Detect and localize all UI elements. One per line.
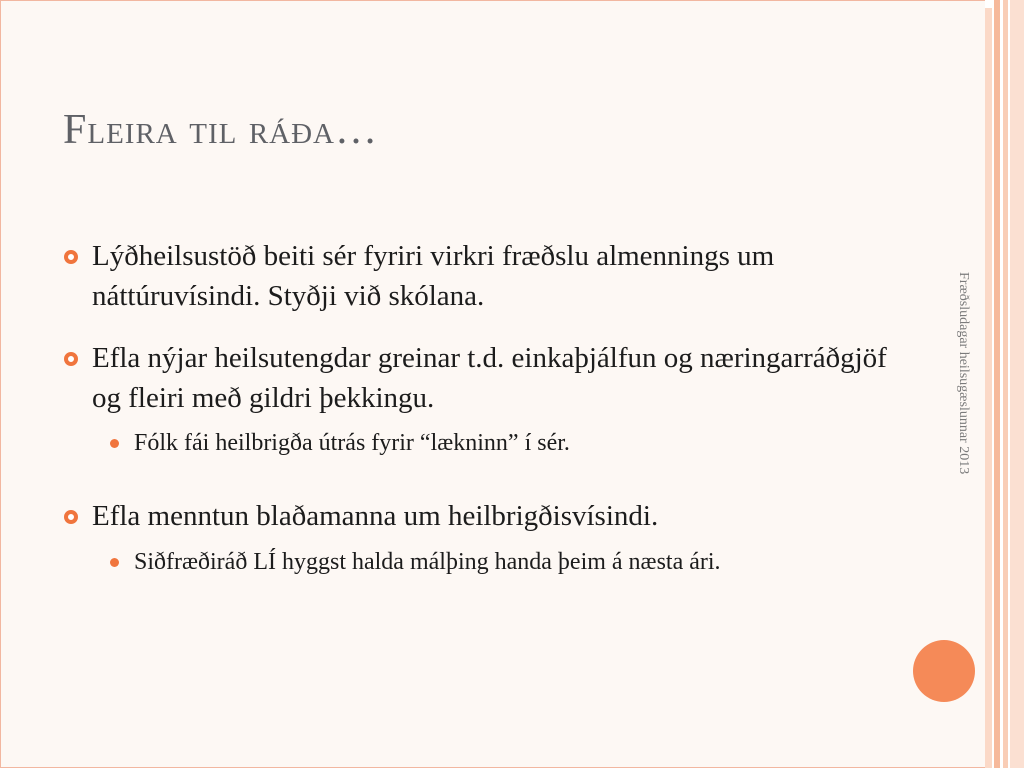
bullet-text: Lýðheilsustöð beiti sér fyriri virkri fræðslu almennings um náttúruvísindi. Styðji við skólana. bbox=[92, 240, 775, 312]
hollow-circle-bullet-icon bbox=[64, 250, 78, 264]
sub-bullet-item bbox=[110, 426, 902, 460]
bullet-item bbox=[62, 236, 902, 316]
decorative-stripe bbox=[1010, 0, 1024, 768]
hollow-circle-bullet-icon bbox=[64, 510, 78, 524]
sub-bullet-text: Siðfræðiráð LÍ hyggst halda málþing handa þeim á næsta ári. bbox=[134, 549, 721, 575]
bullet-item bbox=[62, 496, 902, 536]
sub-bullet-item bbox=[110, 545, 902, 579]
orange-circle-decoration bbox=[913, 640, 975, 702]
side-footer-text: Fræðsludagar heilsugæslunnar 2013 bbox=[956, 272, 971, 475]
hollow-circle-bullet-icon bbox=[64, 352, 78, 366]
decorative-stripe bbox=[985, 8, 992, 768]
bullet-text: Efla menntun blaðamanna um heilbrigðisvísindi. bbox=[92, 500, 659, 532]
slide-content bbox=[62, 236, 902, 579]
filled-dot-bullet-icon bbox=[110, 439, 119, 448]
sub-bullet-text: Fólk fái heilbrigða útrás fyrir “lækninn” í sér. bbox=[134, 430, 570, 456]
filled-dot-bullet-icon bbox=[110, 558, 119, 567]
bullet-item bbox=[62, 338, 902, 418]
bullet-text: Efla nýjar heilsutengdar greinar t.d. einkaþjálfun og næringarráðgjöf og fleiri með gildri þekkingu. bbox=[92, 342, 887, 414]
slide-title: Fleira til ráða… bbox=[63, 107, 378, 153]
